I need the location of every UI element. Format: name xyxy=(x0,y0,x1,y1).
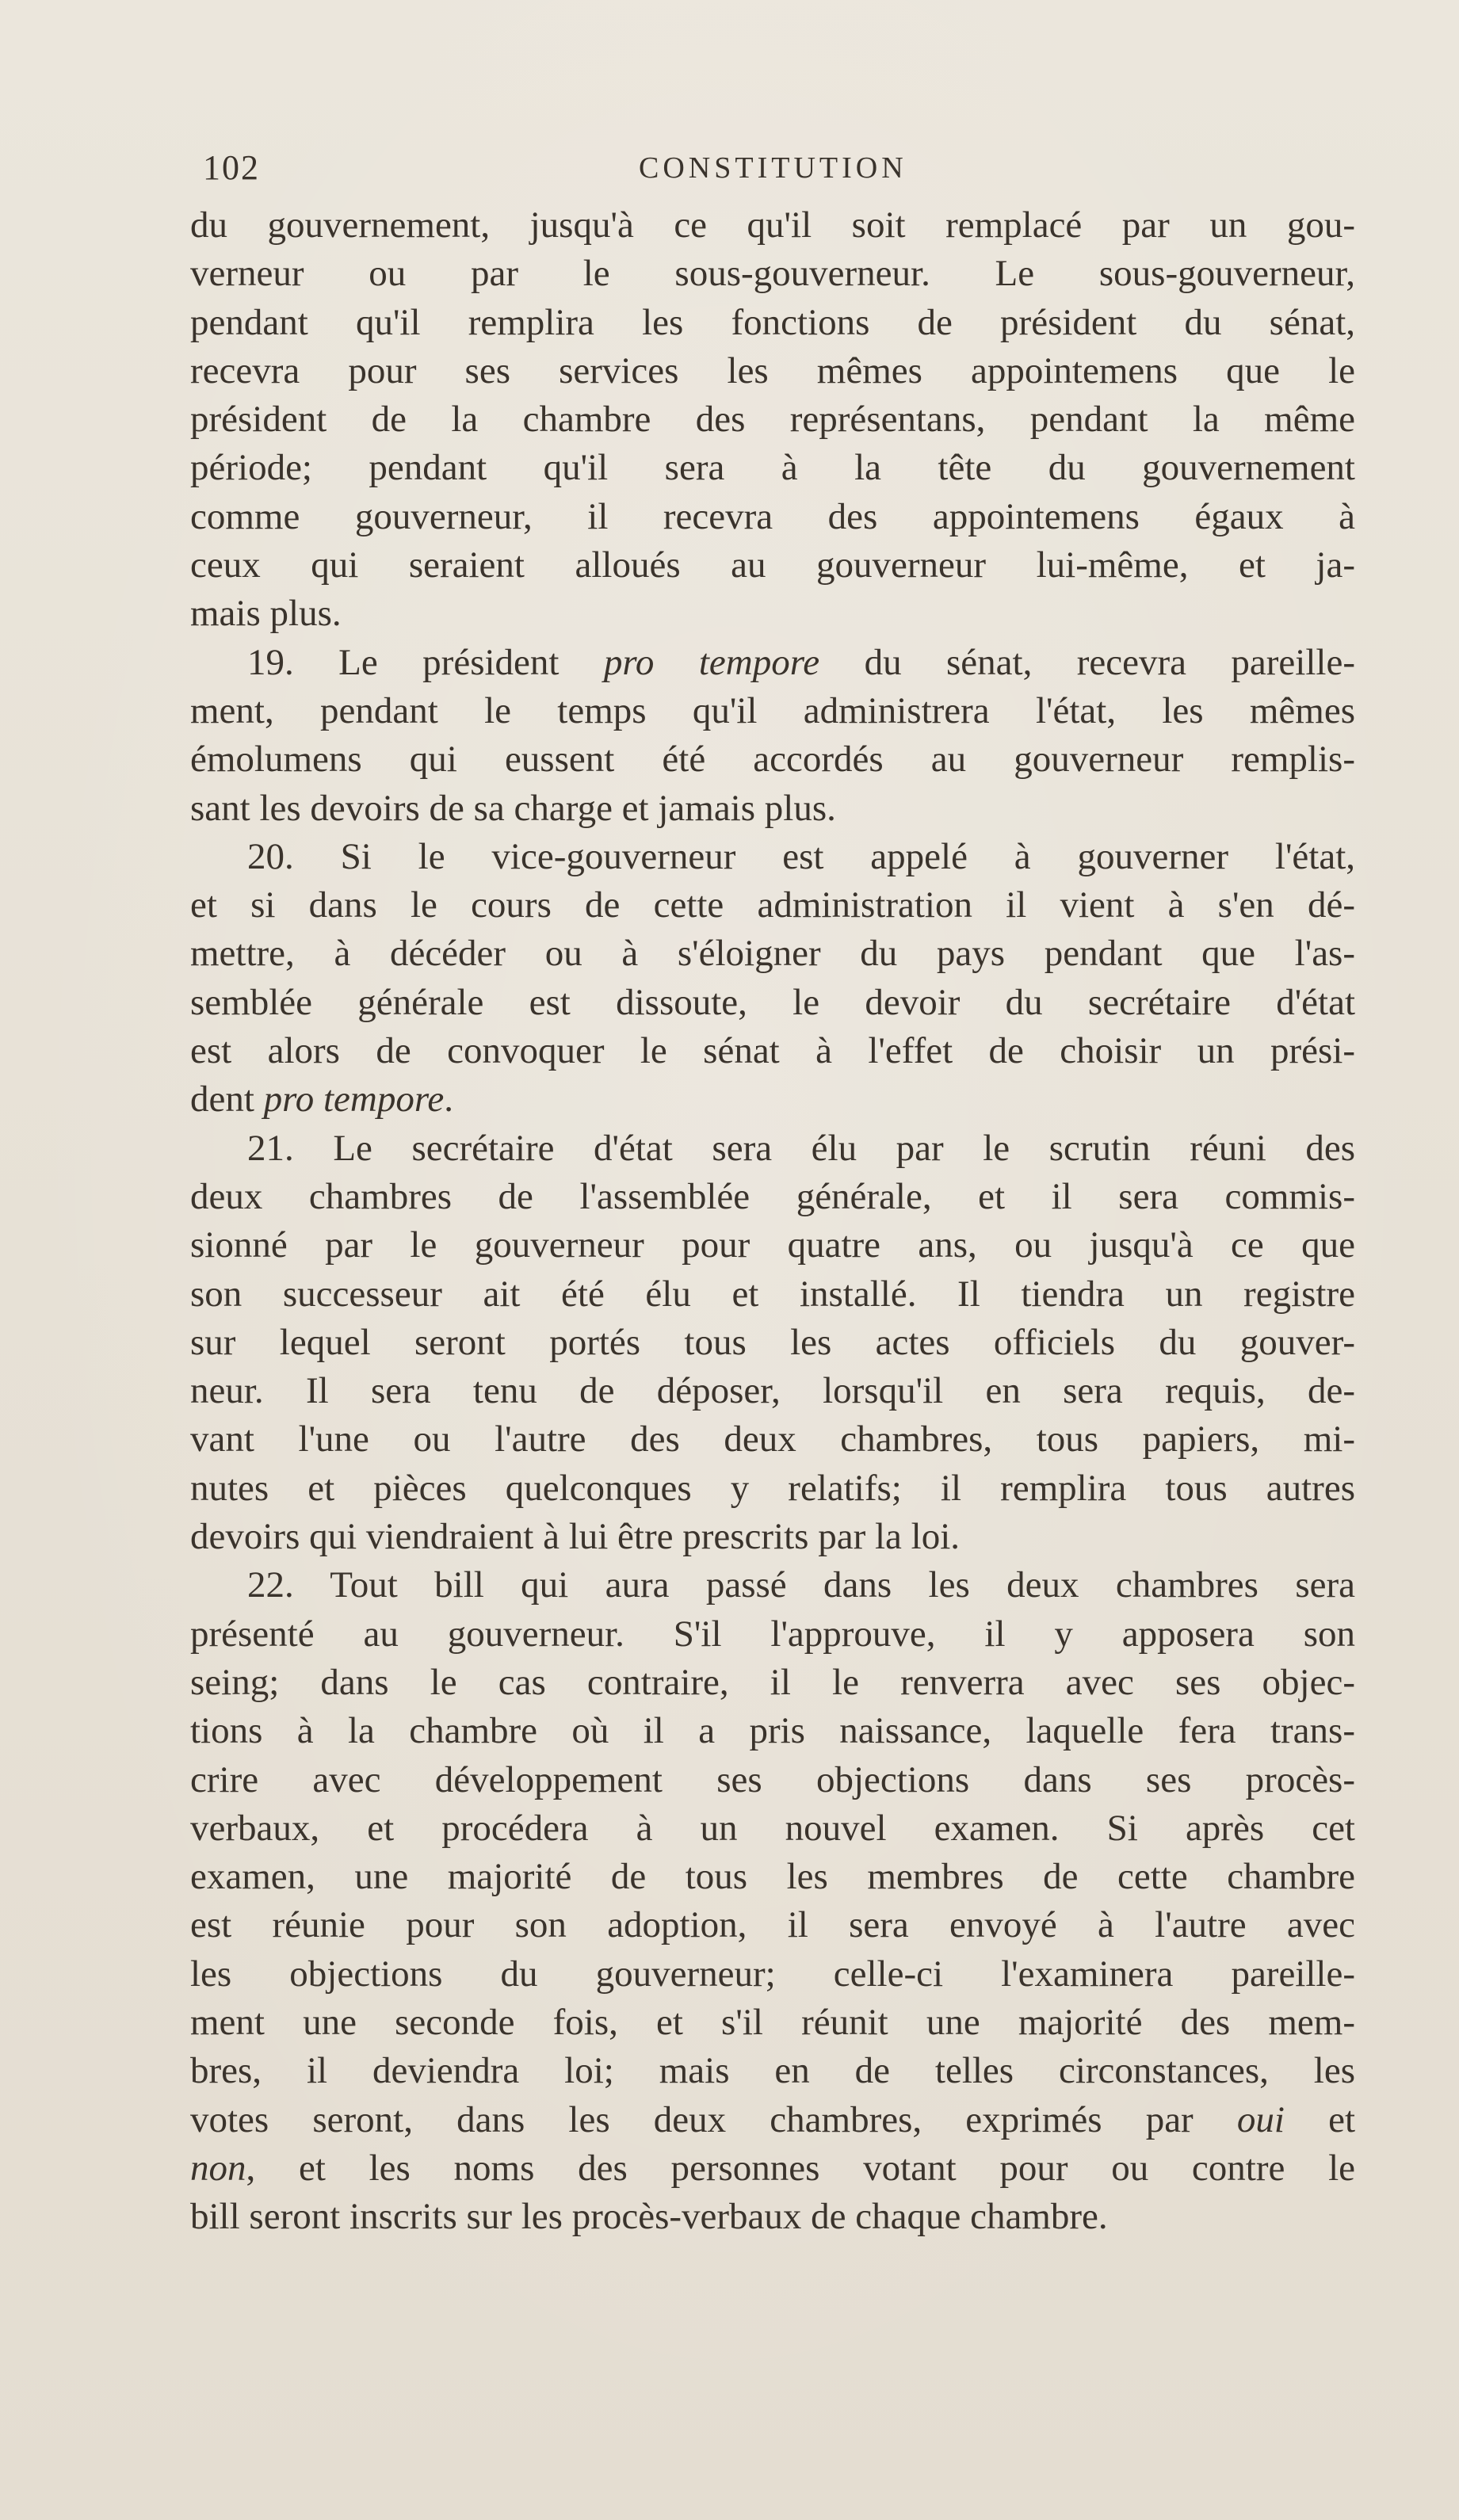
text-line: verbaux, et procédera à un nouvel examen. Si après cet xyxy=(190,1807,1355,1849)
text-line: pendant qu'il remplira les fonctions de président du sénat, xyxy=(190,301,1355,343)
text-line: période; pendant qu'il sera à la tête du gouvernement xyxy=(190,447,1355,489)
text-line: tions à la chambre où il a pris naissance, laquelle fera trans- xyxy=(190,1710,1355,1752)
text-line: nutes et pièces quelconques y relatifs; il remplira tous autres xyxy=(190,1467,1355,1509)
text-line: sionné par le gouverneur pour quatre ans, ou jusqu'à ce que xyxy=(190,1224,1355,1266)
text-line: du gouvernement, jusqu'à ce qu'il soit remplacé par un gou- xyxy=(190,204,1355,246)
text-line: non, et les noms des personnes votant pour ou contre le xyxy=(190,2147,1355,2189)
text-line: ment une seconde fois, et s'il réunit une majorité des mem- xyxy=(190,2001,1355,2043)
text-line: président de la chambre des représentans, pendant la même xyxy=(190,399,1355,441)
text-line: verneur ou par le sous-gouverneur. Le sous-gouverneur, xyxy=(190,253,1355,295)
text-line: ceux qui seraient alloués au gouverneur lui-même, et ja- xyxy=(190,544,1355,586)
italic-term: oui xyxy=(1236,2098,1285,2140)
text-line: est réunie pour son adoption, il sera envoyé à l'autre avec xyxy=(190,1904,1355,1946)
text-line: mais plus. xyxy=(190,593,342,635)
text-line: crire avec développement ses objections dans ses procès- xyxy=(190,1758,1355,1800)
text-line: 20. Si le vice-gouverneur est appelé à gouverner l'état, xyxy=(247,835,1355,877)
text-line: 21. Le secrétaire d'état sera élu par le scrutin réuni des xyxy=(247,1127,1355,1169)
text-line: et si dans le cours de cette administration il vient à s'en dé- xyxy=(190,884,1355,926)
text-line: 19. Le président pro tempore du sénat, recevra pareille- xyxy=(247,641,1355,683)
text-line: deux chambres de l'assemblée générale, et il sera commis- xyxy=(190,1175,1355,1217)
text-line: seing; dans le cas contraire, il le renverra avec ses objec- xyxy=(190,1661,1355,1703)
italic-term: pro tempore xyxy=(263,1079,445,1121)
text-line: mettre, à décéder ou à s'éloigner du pays pendant que l'as- xyxy=(190,933,1355,975)
text-line: présenté au gouverneur. S'il l'approuve, il y apposera son xyxy=(190,1613,1355,1655)
italic-term: pro tempore xyxy=(603,641,820,683)
text-line: comme gouverneur, il recevra des appointemens égaux à xyxy=(190,495,1355,537)
text-line: ment, pendant le temps qu'il administrera l'état, les mêmes xyxy=(190,689,1355,731)
page-number: 102 xyxy=(203,148,260,187)
text-line: dent pro tempore. xyxy=(190,1079,453,1121)
text-line: neur. Il sera tenu de déposer, lorsqu'il en sera requis, de- xyxy=(190,1370,1355,1412)
italic-term: non xyxy=(190,2147,246,2189)
text-line: son successeur ait été élu et installé. Il tiendra un registre xyxy=(190,1273,1355,1315)
text-line: recevra pour ses services les mêmes appointemens que le xyxy=(190,349,1355,391)
running-title: CONSTITUTION xyxy=(639,151,907,185)
text-line: semblée générale est dissoute, le devoir du secrétaire d'état xyxy=(190,981,1355,1023)
text-line: émolumens qui eussent été accordés au gouverneur remplis- xyxy=(190,739,1355,781)
body-text xyxy=(190,201,1355,2241)
text-line: examen, une majorité de tous les membres de cette chambre xyxy=(190,1856,1355,1898)
text-line: bres, il deviendra loi; mais en de telles circonstances, les xyxy=(190,2050,1355,2092)
text-line: votes seront, dans les deux chambres, exprimés par oui et xyxy=(190,2098,1356,2140)
text-line: les objections du gouverneur; celle-ci l'examinera pareille- xyxy=(190,1953,1355,1995)
page-header xyxy=(203,147,1356,195)
text-line: sant les devoirs de sa charge et jamais plus. xyxy=(190,787,836,829)
text-line: devoirs qui viendraient à lui être prescrits par la loi. xyxy=(190,1516,961,1558)
text-line: est alors de convoquer le sénat à l'effet de choisir un prési- xyxy=(190,1030,1355,1072)
text-line: 22. Tout bill qui aura passé dans les deux chambres sera xyxy=(247,1564,1355,1606)
text-line: sur lequel seront portés tous les actes officiels du gouver- xyxy=(190,1321,1355,1363)
text-line: bill seront inscrits sur les procès-verbaux de chaque chambre. xyxy=(190,2196,1108,2238)
text-line: vant l'une ou l'autre des deux chambres, tous papiers, mi- xyxy=(190,1418,1355,1460)
